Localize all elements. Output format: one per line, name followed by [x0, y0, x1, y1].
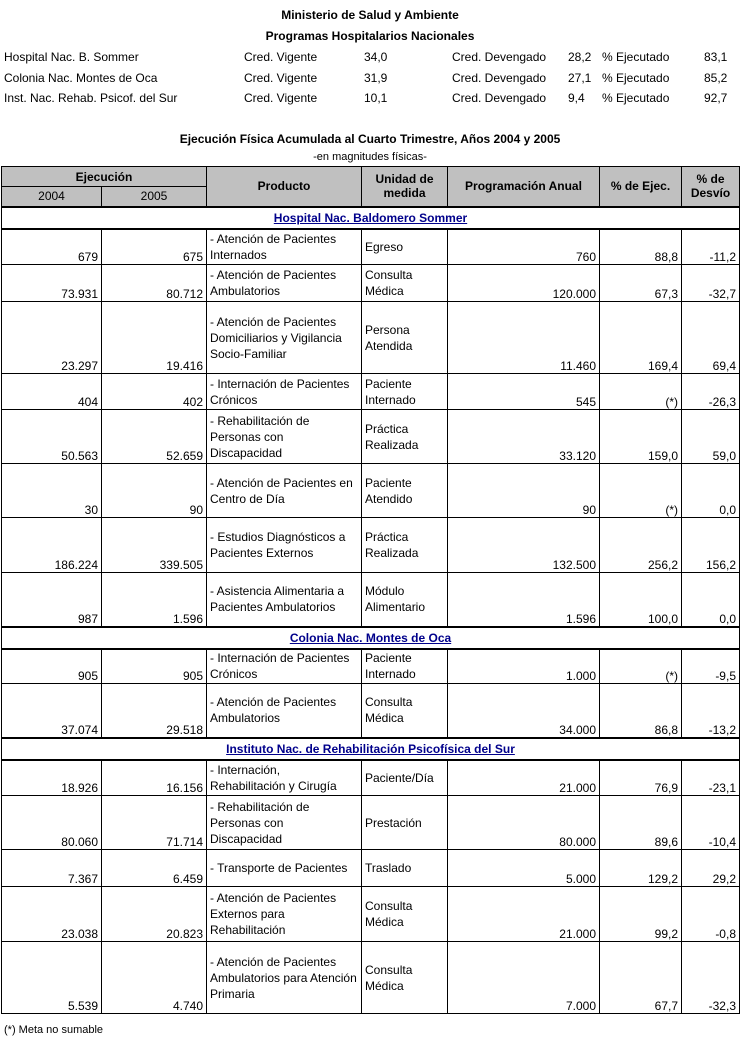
header-pct-ejec: % de Ejec.: [600, 167, 682, 207]
cell-pct-ejec: (*): [600, 374, 682, 410]
cell-pct-desvio: -10,4: [682, 796, 740, 850]
budget-cred-vigente: 10,1: [364, 91, 388, 105]
budget-cred-label: Cred. Vigente: [244, 91, 318, 105]
cell-2004: 18.926: [2, 760, 102, 796]
cell-2005: 52.659: [102, 410, 207, 464]
cell-2005: 1.596: [102, 573, 207, 627]
cell-unidad: Consulta Médica: [362, 942, 448, 1014]
cell-pct-ejec: 100,0: [600, 573, 682, 627]
cell-pct-desvio: 0,0: [682, 464, 740, 518]
section-title: Hospital Nac. Baldomero Sommer: [2, 207, 740, 229]
cell-producto: - Atención de Pacientes Internados: [207, 229, 362, 265]
cell-producto: - Atención de Pacientes Ambulatorios: [207, 265, 362, 302]
cell-programacion: 1.000: [448, 649, 600, 684]
cell-2004: 987: [2, 573, 102, 627]
header-ejecucion: Ejecución: [2, 167, 207, 187]
budget-ejecutado: 92,7: [704, 91, 728, 105]
budget-cred-vigente: 34,0: [364, 50, 388, 64]
cell-pct-ejec: 88,8: [600, 229, 682, 265]
cell-2004: 73.931: [2, 265, 102, 302]
budget-ejec-label: % Ejecutado: [602, 50, 670, 64]
budget-row: [4, 71, 736, 87]
cell-programacion: 33.120: [448, 410, 600, 464]
cell-2005: 80.712: [102, 265, 207, 302]
cell-pct-desvio: 59,0: [682, 410, 740, 464]
budget-dev-label: Cred. Devengado: [452, 71, 547, 85]
cell-pct-ejec: 89,6: [600, 796, 682, 850]
cell-unidad: Práctica Realizada: [362, 410, 448, 464]
table-row: [2, 573, 740, 627]
cell-pct-desvio: -26,3: [682, 374, 740, 410]
table-row: [2, 887, 740, 942]
cell-programacion: 120.000: [448, 265, 600, 302]
cell-producto: - Rehabilitación de Personas con Discapacidad: [207, 796, 362, 850]
table-row: [2, 374, 740, 410]
cell-programacion: 34.000: [448, 684, 600, 738]
cell-2004: 23.038: [2, 887, 102, 942]
cell-pct-ejec: 86,8: [600, 684, 682, 738]
budget-cred-label: Cred. Vigente: [244, 50, 318, 64]
cell-pct-desvio: 156,2: [682, 518, 740, 573]
section-title: Colonia Nac. Montes de Oca: [2, 627, 740, 649]
cell-pct-desvio: -32,7: [682, 265, 740, 302]
cell-producto: - Atención de Pacientes en Centro de Día: [207, 464, 362, 518]
cell-producto: - Transporte de Pacientes: [207, 850, 362, 887]
budget-dev-label: Cred. Devengado: [452, 50, 547, 64]
budget-ejecutado: 85,2: [704, 71, 728, 85]
budget-ejecutado: 83,1: [704, 50, 728, 64]
cell-2005: 675: [102, 229, 207, 265]
budget-cred-devengado: 28,2: [568, 50, 592, 64]
cell-2005: 29.518: [102, 684, 207, 738]
header-pct-desvio: % de Desvío: [682, 167, 740, 207]
budget-row: [4, 91, 736, 107]
table-row: [2, 518, 740, 573]
cell-2004: 50.563: [2, 410, 102, 464]
section-header: [2, 738, 740, 760]
cell-producto: - Atención de Pacientes Domiciliarios y Vigilancia Socio-Familiar: [207, 302, 362, 374]
table-row: [2, 684, 740, 738]
cell-pct-ejec: (*): [600, 464, 682, 518]
cell-2004: 23.297: [2, 302, 102, 374]
budget-cred-devengado: 9,4: [568, 91, 585, 105]
header-2005: 2005: [102, 187, 207, 207]
cell-producto: - Internación de Pacientes Crónicos: [207, 649, 362, 684]
cell-programacion: 90: [448, 464, 600, 518]
cell-pct-desvio: -0,8: [682, 887, 740, 942]
table-row: [2, 302, 740, 374]
budget-ejec-label: % Ejecutado: [602, 71, 670, 85]
cell-2004: 679: [2, 229, 102, 265]
section-header: [2, 627, 740, 649]
cell-unidad: Persona Atendida: [362, 302, 448, 374]
cell-2004: 404: [2, 374, 102, 410]
cell-producto: - Internación, Rehabilitación y Cirugía: [207, 760, 362, 796]
cell-pct-ejec: 99,2: [600, 887, 682, 942]
cell-2004: 905: [2, 649, 102, 684]
table-row: [2, 796, 740, 850]
table-row: [2, 265, 740, 302]
cell-unidad: Egreso: [362, 229, 448, 265]
cell-producto: - Rehabilitación de Personas con Discapacidad: [207, 410, 362, 464]
cell-producto: - Estudios Diagnósticos a Pacientes Externos: [207, 518, 362, 573]
cell-programacion: 80.000: [448, 796, 600, 850]
cell-2005: 90: [102, 464, 207, 518]
cell-2005: 6.459: [102, 850, 207, 887]
cell-2005: 71.714: [102, 796, 207, 850]
cell-producto: - Internación de Pacientes Crónicos: [207, 374, 362, 410]
cell-2005: 4.740: [102, 942, 207, 1014]
table-row: [2, 942, 740, 1014]
cell-unidad: Consulta Médica: [362, 265, 448, 302]
cell-pct-ejec: 169,4: [600, 302, 682, 374]
header-2004: 2004: [2, 187, 102, 207]
table-row: [2, 649, 740, 684]
cell-programacion: 545: [448, 374, 600, 410]
cell-programacion: 7.000: [448, 942, 600, 1014]
cell-2004: 7.367: [2, 850, 102, 887]
cell-producto: - Atención de Pacientes Ambulatorios para Atención Primaria: [207, 942, 362, 1014]
table-row: [2, 410, 740, 464]
cell-pct-desvio: 29,2: [682, 850, 740, 887]
cell-programacion: 760: [448, 229, 600, 265]
ministry-title: Ministerio de Salud y Ambiente: [281, 8, 459, 22]
footnote: (*) Meta no sumable: [4, 1024, 104, 1036]
program-title: Programas Hospitalarios Nacionales: [265, 29, 475, 43]
cell-programacion: 11.460: [448, 302, 600, 374]
cell-unidad: Práctica Realizada: [362, 518, 448, 573]
table-body: [2, 207, 740, 1014]
cell-2005: 905: [102, 649, 207, 684]
table-row: [2, 850, 740, 887]
cell-pct-desvio: -9,5: [682, 649, 740, 684]
cell-programacion: 21.000: [448, 887, 600, 942]
cell-unidad: Consulta Médica: [362, 684, 448, 738]
budget-cred-label: Cred. Vigente: [244, 71, 318, 85]
section-header: [2, 207, 740, 229]
cell-programacion: 21.000: [448, 760, 600, 796]
budget-cred-devengado: 27,1: [568, 71, 592, 85]
cell-pct-ejec: 159,0: [600, 410, 682, 464]
cell-2004: 186.224: [2, 518, 102, 573]
budget-row: [4, 50, 736, 66]
budget-name: Hospital Nac. B. Sommer: [4, 50, 139, 64]
table-title: Ejecución Física Acumulada al Cuarto Trimestre, Años 2004 y 2005: [179, 132, 561, 146]
cell-2005: 19.416: [102, 302, 207, 374]
cell-pct-desvio: 69,4: [682, 302, 740, 374]
cell-2005: 402: [102, 374, 207, 410]
cell-unidad: Paciente/Día: [362, 760, 448, 796]
header-programacion: Programación Anual: [448, 167, 600, 207]
cell-pct-ejec: 76,9: [600, 760, 682, 796]
table-row: [2, 760, 740, 796]
cell-pct-ejec: (*): [600, 649, 682, 684]
cell-2004: 5.539: [2, 942, 102, 1014]
cell-pct-ejec: 67,7: [600, 942, 682, 1014]
budget-name: Colonia Nac. Montes de Oca: [4, 71, 158, 85]
cell-2005: 16.156: [102, 760, 207, 796]
budget-ejec-label: % Ejecutado: [602, 91, 670, 105]
cell-2004: 80.060: [2, 796, 102, 850]
budget-cred-vigente: 31,9: [364, 71, 388, 85]
cell-pct-desvio: -32,3: [682, 942, 740, 1014]
execution-table: [1, 166, 740, 1014]
cell-unidad: Paciente Internado: [362, 649, 448, 684]
section-title: Instituto Nac. de Rehabilitación Psicofísica del Sur: [2, 738, 740, 760]
cell-2005: 20.823: [102, 887, 207, 942]
cell-unidad: Prestación: [362, 796, 448, 850]
cell-pct-ejec: 256,2: [600, 518, 682, 573]
cell-programacion: 132.500: [448, 518, 600, 573]
cell-pct-desvio: -11,2: [682, 229, 740, 265]
cell-unidad: Paciente Internado: [362, 374, 448, 410]
cell-unidad: Paciente Atendido: [362, 464, 448, 518]
cell-unidad: Traslado: [362, 850, 448, 887]
cell-pct-desvio: 0,0: [682, 573, 740, 627]
cell-producto: - Asistencia Alimentaria a Pacientes Ambulatorios: [207, 573, 362, 627]
cell-pct-desvio: -13,2: [682, 684, 740, 738]
header-unidad: Unidad de medida: [362, 167, 448, 207]
cell-pct-desvio: -23,1: [682, 760, 740, 796]
header-producto: Producto: [207, 167, 362, 207]
budget-name: Inst. Nac. Rehab. Psicof. del Sur: [4, 91, 178, 105]
budget-dev-label: Cred. Devengado: [452, 91, 547, 105]
table-row: [2, 464, 740, 518]
cell-producto: - Atención de Pacientes Ambulatorios: [207, 684, 362, 738]
cell-programacion: 1.596: [448, 573, 600, 627]
table-row: [2, 229, 740, 265]
cell-unidad: Módulo Alimentario: [362, 573, 448, 627]
cell-2005: 339.505: [102, 518, 207, 573]
cell-programacion: 5.000: [448, 850, 600, 887]
cell-producto: - Atención de Pacientes Externos para Rehabilitación: [207, 887, 362, 942]
cell-unidad: Consulta Médica: [362, 887, 448, 942]
cell-2004: 37.074: [2, 684, 102, 738]
cell-pct-ejec: 129,2: [600, 850, 682, 887]
cell-2004: 30: [2, 464, 102, 518]
table-subtitle: -en magnitudes físicas-: [313, 151, 427, 163]
cell-pct-ejec: 67,3: [600, 265, 682, 302]
